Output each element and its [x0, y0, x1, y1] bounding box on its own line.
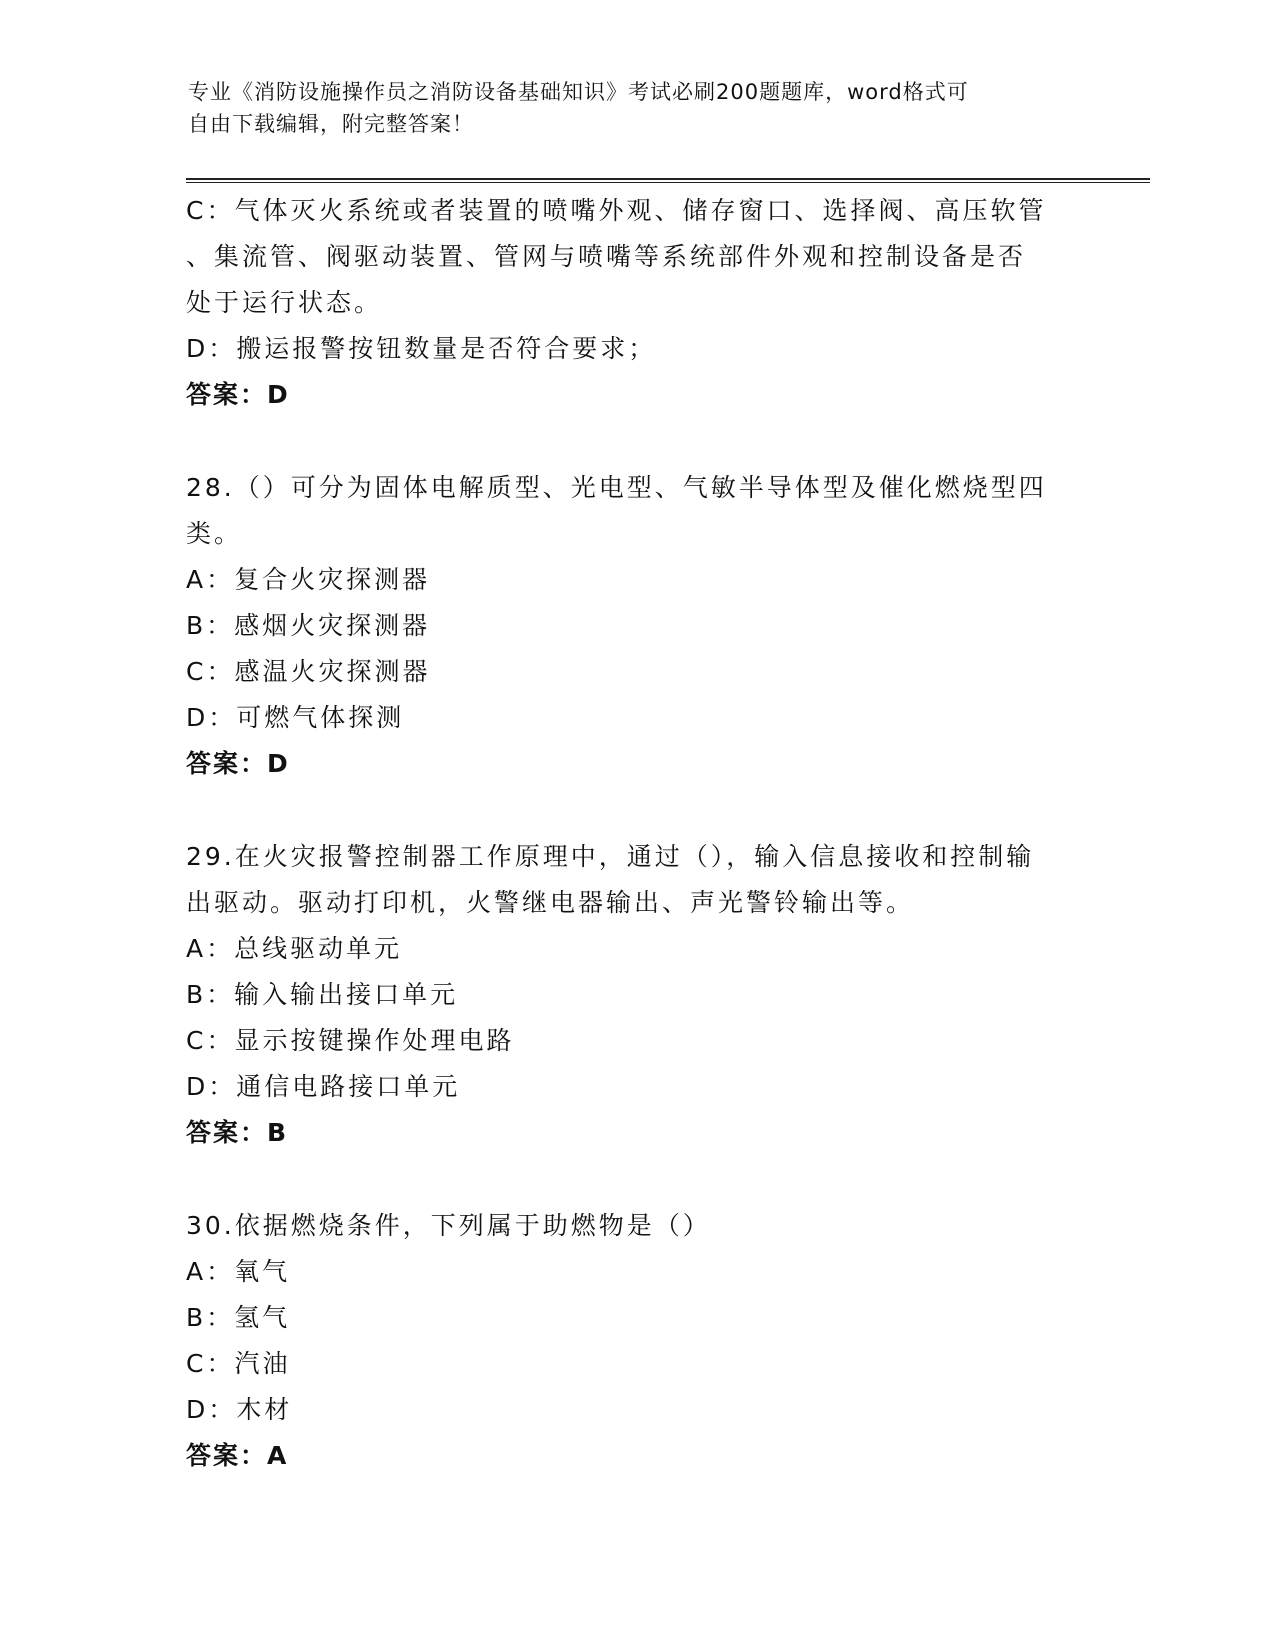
q29-option-b: B：输入输出接口单元 — [186, 980, 459, 1009]
q30-option-a: A：氧气 — [186, 1257, 291, 1286]
header-divider — [186, 178, 1150, 183]
q28-option-b: B：感烟火灾探测器 — [186, 611, 431, 640]
q27-option-d: D：搬运报警按钮数量是否符合要求； — [186, 334, 657, 363]
q28-stem-line-1: 28.（）可分为固体电解质型、光电型、气敏半导体型及催化燃烧型四 — [186, 473, 1047, 502]
q29-stem-line-1: 29.在火灾报警控制器工作原理中，通过（），输入信息接收和控制输 — [186, 842, 1035, 871]
question-28 — [186, 465, 1096, 787]
question-list — [186, 188, 1096, 1479]
q30-option-d: D：木材 — [186, 1395, 293, 1424]
q29-option-d: D：通信电路接口单元 — [186, 1072, 461, 1101]
header-note-line-2: 自由下载编辑，附完整答案！ — [188, 112, 474, 136]
q28-answer: 答案：D — [186, 749, 290, 778]
question-27 — [186, 188, 1096, 418]
q27-option-c-line-3: 处于运行状态。 — [186, 288, 383, 317]
q30-answer: 答案：A — [186, 1441, 289, 1470]
q27-answer: 答案：D — [186, 380, 290, 409]
q27-option-c-line-2: 、集流管、阀驱动装置、管网与喷嘴等系统部件外观和控制设备是否 — [186, 242, 1027, 271]
q28-option-d: D：可燃气体探测 — [186, 703, 405, 732]
q28-option-a: A：复合火灾探测器 — [186, 565, 431, 594]
q28-option-c: C：感温火灾探测器 — [186, 657, 431, 686]
question-30 — [186, 1203, 1096, 1479]
question-29 — [186, 834, 1096, 1156]
q30-option-b: B：氢气 — [186, 1303, 291, 1332]
q27-option-c-line-1: C：气体灭火系统或者装置的喷嘴外观、储存窗口、选择阀、高压软管 — [186, 196, 1047, 225]
q29-option-a: A：总线驱动单元 — [186, 934, 403, 963]
spacer — [186, 1156, 1096, 1203]
q28-stem-line-2: 类。 — [186, 519, 243, 548]
q30-option-c: C：汽油 — [186, 1349, 291, 1378]
q29-answer: 答案：B — [186, 1118, 289, 1147]
header-note-line-1: 专业《消防设施操作员之消防设备基础知识》考试必刷200题题库，word格式可 — [188, 80, 969, 104]
header-note — [188, 76, 1088, 140]
q29-stem-line-2: 出驱动。驱动打印机，火警继电器输出、声光警铃输出等。 — [186, 888, 915, 917]
spacer — [186, 418, 1096, 465]
q30-stem-line-1: 30.依据燃烧条件，下列属于助燃物是（） — [186, 1211, 711, 1240]
q29-option-c: C：显示按键操作处理电路 — [186, 1026, 515, 1055]
spacer — [186, 787, 1096, 834]
